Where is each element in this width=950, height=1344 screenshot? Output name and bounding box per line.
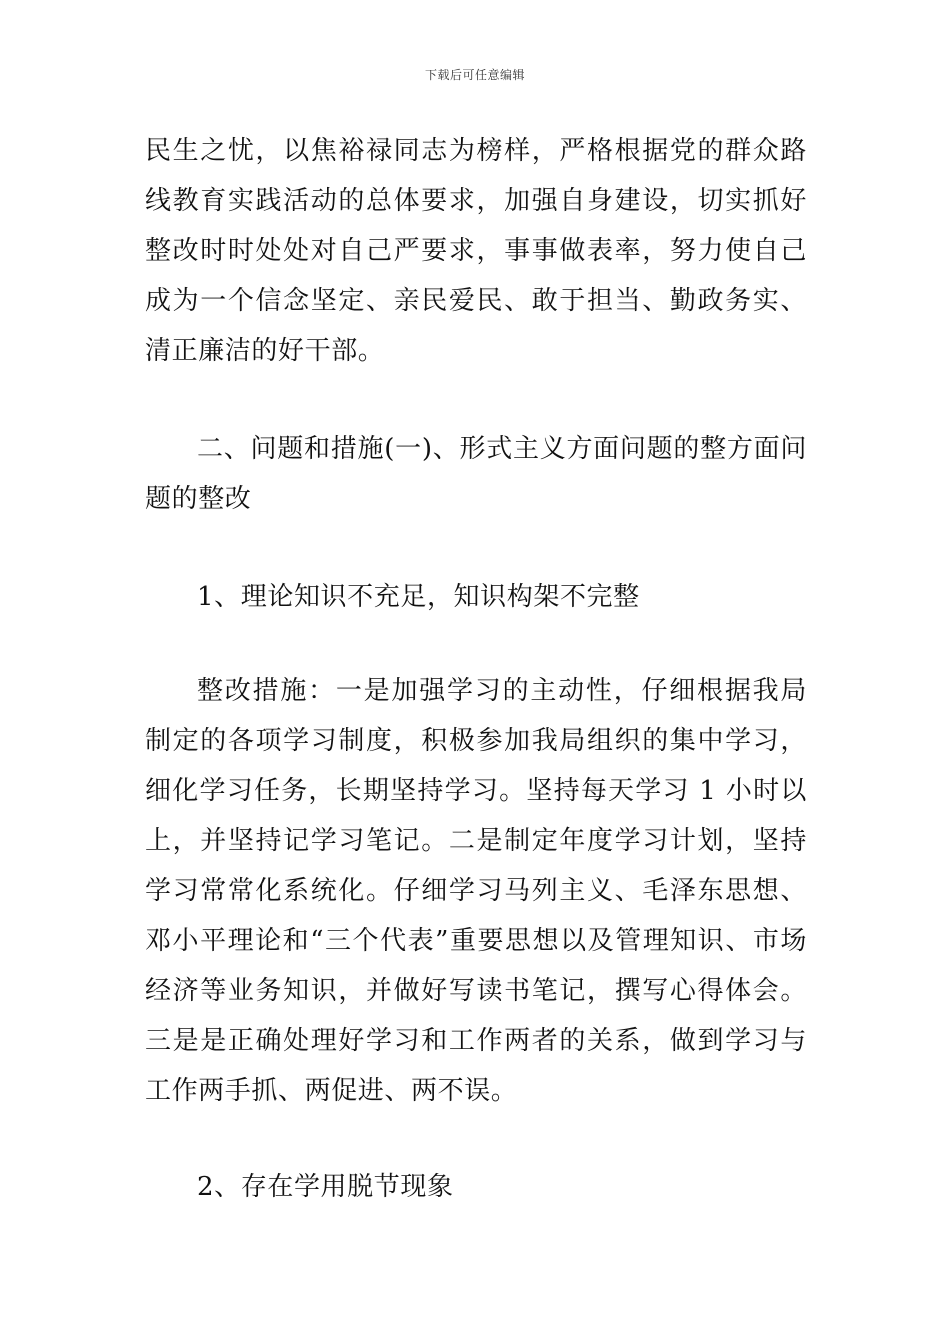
paragraph-rectification-measures: 整改措施：一是加强学习的主动性，仔细根据我局制定的各项学习制度，积极参加我局组织的集中学习，细化学习任务，长期坚持学习。坚持每天学习 1 小时以上，并坚持记学习笔记。二是制定年度学习计划，坚持学习常常化系统化。仔细学习马列主义、毛泽东思想、邓小平理论和“三个代表”重要思想以及管理知识、市场经济等业务知识，并做好写读书笔记，撰写心得体会。三是是正确处理好学习和工作两者的关系，做到学习与工作两手抓、两促进、两不误。 bbox=[145, 676, 807, 1106]
section-heading-problems-measures: 二、问题和措施(一)、形式主义方面问题的整方面问题的整改 bbox=[145, 434, 807, 514]
item-heading-theory-knowledge: 1、理论知识不充足，知识构架不完整 bbox=[197, 582, 640, 612]
paragraph-intro: 民生之忧，以焦裕禄同志为榜样，严格根据党的群众路线教育实践活动的总体要求，加强自身建设，切实抓好整改时时处处对自己严要求，事事做表率，努力使自己成为一个信念坚定、亲民爱民、敢于担当、勤政务实、清正廉洁的好干部。 bbox=[145, 136, 807, 366]
item-heading-learning-application-gap: 2、存在学用脱节现象 bbox=[197, 1172, 454, 1202]
document-body bbox=[145, 126, 807, 1212]
page-header: 下载后可任意编辑 bbox=[424, 68, 525, 82]
